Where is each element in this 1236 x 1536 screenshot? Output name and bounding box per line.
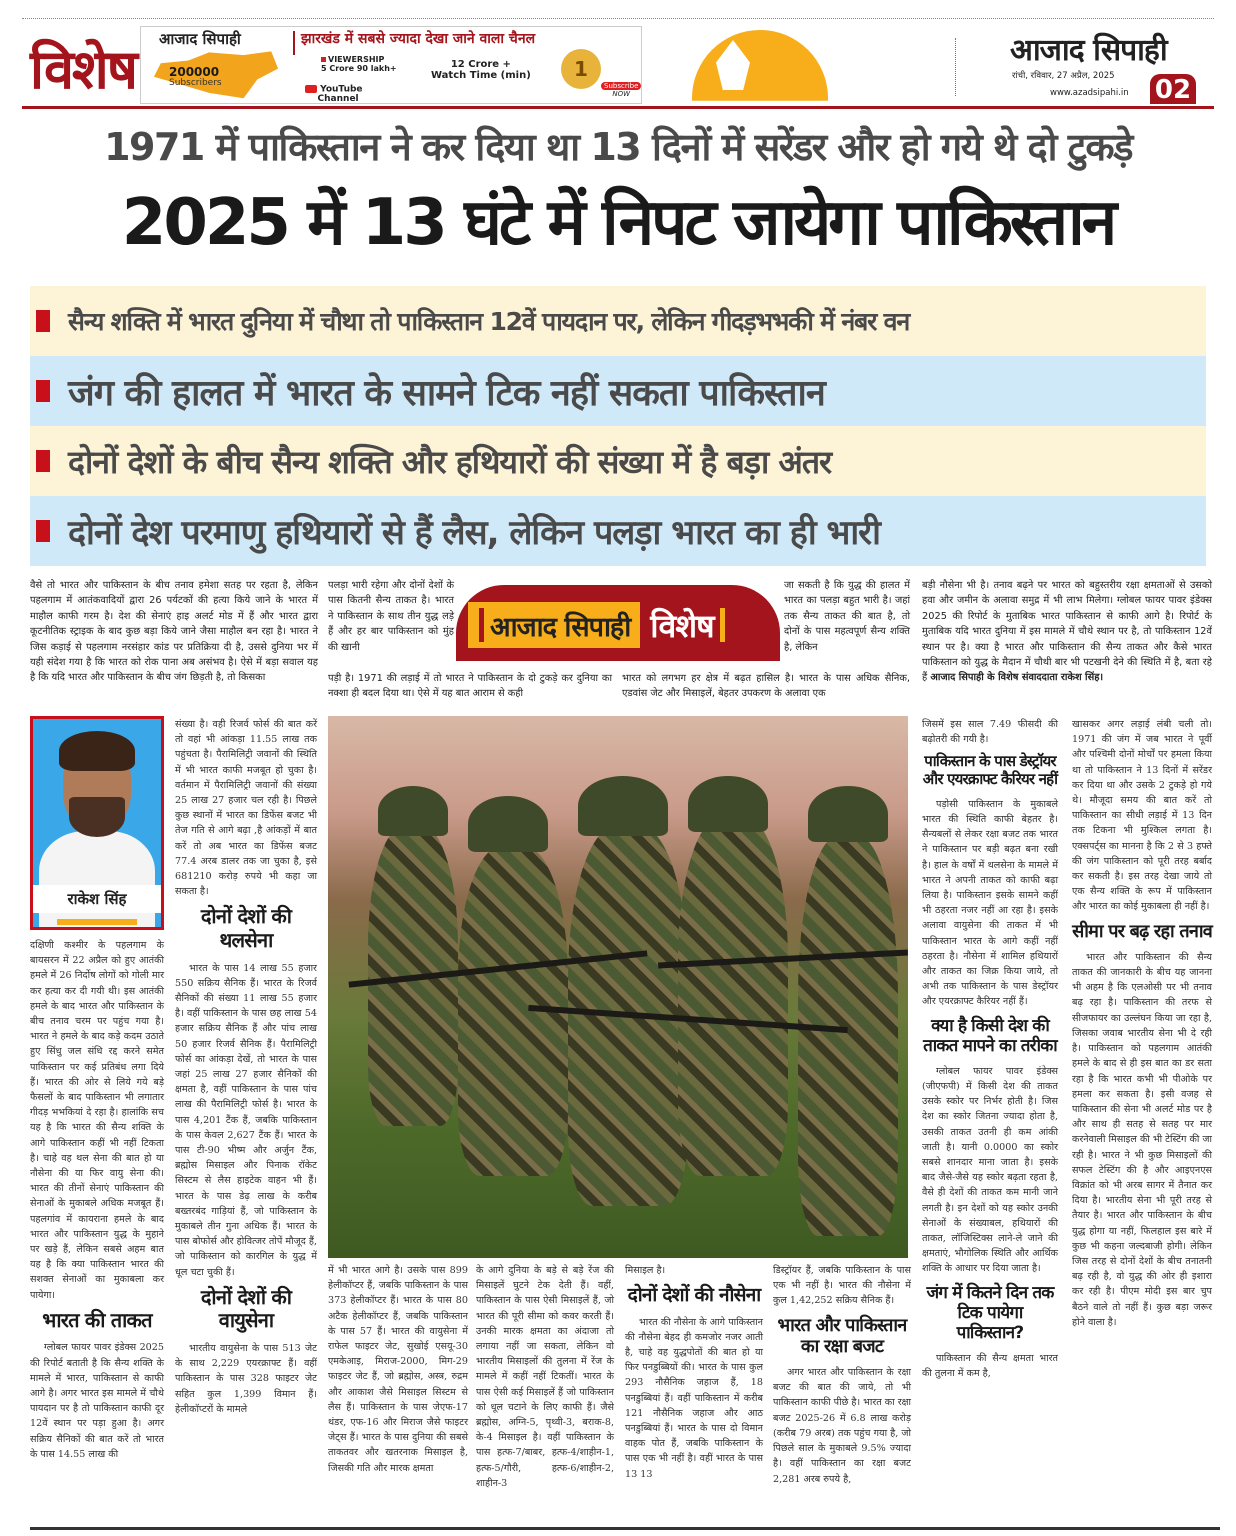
paragraph: अगर भारत और पाकिस्तान के रक्षा बजट की बात की जाये, तो भी पाकिस्तान काफी पीछे है। भारत का रक्षा बजट 2025-26 में 6.8 लाख करोड़ (करीब 79 अरब) तक पहुंच गया है, जो पिछले साल के मुकाबले 9.5% ज्यादा है। वहीं पाकिस्तान का रक्षा बजट 2,281 अरब रुपये है, <box>773 1367 911 1485</box>
body-column-1 <box>30 938 164 1462</box>
subheading: दोनों देशों की थलसेना <box>200 904 292 953</box>
banner-bar-icon <box>479 608 484 642</box>
page-bottom-rule <box>30 1527 1220 1530</box>
subheading: भारत की ताकत <box>42 1307 152 1332</box>
highlight-bullet <box>30 496 1206 566</box>
edition-date: रांची, रविवार, 27 अप्रैल, 2025 <box>1012 71 1115 81</box>
paragraph: मिसाइल है। <box>625 1265 666 1276</box>
helmet-shape <box>378 786 448 836</box>
lead-paragraph-col3-bottom <box>622 671 910 702</box>
subheading: दोनों देशों की वायुसेना <box>200 1284 292 1333</box>
body-column-2 <box>175 717 317 1417</box>
reporter-accent-bar <box>57 919 137 925</box>
viewership-value: 5 Crore 90 lakh+ <box>321 64 397 73</box>
youtube-channel-label <box>305 85 363 104</box>
page-number: 02 <box>1150 74 1196 104</box>
subheading: दोनों देशों की नौसेना <box>627 1284 761 1307</box>
youtube-ad-banner[interactable] <box>140 26 642 104</box>
paragraph: के आगे दुनिया के बड़े से बड़े रेंज की मिसाइलें घुटने टेक देती हैं। वहीं, पाकिस्तान के पास ऐसी मिसाइलें हैं, जो भारत की पूरी सीमा को कवर करती हैं। उनकी मारक क्षमता का अंदाजा तो लगाया नहीं जा सकता, लेकिन वो भारतीय मिसाइलों की तुलना में रेंज के मामले में कहीं नहीं टिकतीं। भारत के पास ऐसी कई मिसाइलें हैं जो पाकिस्तान को धूल चटाने के लिए काफी हैं। जैसे ब्रह्मोस, अग्नि-5, पृथ्वी-3, बराक-8, के-4 मिसाइल है। वहीं पाकिस्तान के पास हत्फ-7/बाबर, हत्फ-4/शाहीन-1, हत्फ-5/गौरी, हत्फ-6/शाहीन-2, शाहीन-3 <box>476 1265 614 1489</box>
viewership-label: VIEWERSHIP <box>328 55 385 64</box>
ad-divider <box>293 31 295 55</box>
bullet-text: दोनों देश परमाणु हथियारों से हैं लैस, लेकिन पलड़ा भारत का ही भारी <box>68 513 880 553</box>
watch-time-value: 12 Crore + <box>450 59 511 70</box>
youtube-label: YouTube <box>320 84 363 95</box>
ad-tagline: झारखंड में सबसे ज्यादा देखा जाने वाला चैनल <box>301 31 536 47</box>
banner-brand-text: आजाद सिपाही <box>490 611 631 643</box>
lead-paragraph-col1 <box>30 578 318 686</box>
highlight-bullet <box>30 356 1206 426</box>
ad-brand: आजाद सिपाही <box>159 30 241 48</box>
helmet-shape <box>688 776 768 832</box>
paragraph: डिस्ट्रॉयर हैं, जबकि पाकिस्तान के पास एक भी नहीं है। भारत की नौसेना में कुल 1,42,252 सक्रिय सैनिक हैं। <box>773 1265 911 1307</box>
watch-time-label: Watch Time (min) <box>431 70 531 81</box>
red-square-icon <box>36 520 50 542</box>
lead-paragraph-col4 <box>922 578 1212 686</box>
lead-text: भारत को लगभग हर क्षेत्र में बढ़त हासिल है। भारत के पास अधिक सैनिक, एडवांस जेट और मिसाइलें, बेहतर उपकरण के अलावा एक <box>622 673 910 700</box>
paragraph: ग्लोबल फायर पावर इंडेक्स (जीएफपी) में किसी देश की ताकत उसके स्कोर पर निर्भर होती है। जिस देश का स्कोर जितना ज्यादा होता है, उसकी ताकत उतनी ही कम आंकी जाती है। यानी 0.0000 का स्कोर सबसे शानदार माना जाता है। इसके बाद जैसे-जैसे यह स्कोर बढ़ता रहता है, वैसे ही देशों की ताकत कम मानी जाने लगती है। इन देशों को यह स्कोर उनकी सेनाओं के संख्याबल, हथियारों की ताकत, लॉजिस्टिक्स लाने-ले जाने की क्षमताएं, भौगोलिक स्थिति और आर्थिक शक्ति के आधार पर दिया जाता है। <box>922 1065 1058 1275</box>
website-link[interactable]: www.azadsipahi.in <box>1050 88 1129 98</box>
lead-text: पड़ी है। 1971 की लड़ाई में तो भारत ने पाकिस्तान के दो टुकड़े कर दुनिया का नक्शा ही बदल दिया था। ऐसे में यह बात आराम से कही <box>328 673 612 700</box>
paragraph: भारत और पाकिस्तान की सैन्य ताकत की जानकारी के बीच यह जानना भी अहम है कि एलओसी पर भी तनाव बढ़ रहा है। पाकिस्तान की तरफ से सीजफायर का उल्लंघन किया जा रहा है, जिसका जवाब भारतीय सेना भी दे रही है। पाकिस्तान को पहलगाम आतंकी हमले के बाद से ही इस बात का डर सता रहा है कि भारत कभी भी पीओके पर हमला कर सकता है। इसी वजह से पाकिस्तान की सेना भी अलर्ट मोड पर है और साथ ही सतह से सतह पर मार करनेवाली मिसाइल की भी टेस्टिंग की जा रही है। भारत ने भी कुछ मिसाइलों की सफल टेस्टिंग की है और आइएनएस विक्रांत को भी अरब सागर में तैनात कर दिया है। भारतीय सेना भी पूरी तरह से तैयार है। भारत और पाकिस्तान के बीच युद्ध होगा या नहीं, फिलहाल इस बारे में कुछ भी कहना जल्दबाजी होगी। लेकिन जिस तरह से दोनों देशों के बीच तनातनी बढ़ रही है, वो युद्ध की ओर ही इशारा कर रही है। पीएम मोदी इस बार चुप बैठने वाले तो नहीं हैं। कुछ बड़ा जरूर होने वाला है। <box>1072 951 1212 1328</box>
subheading: सीमा पर बढ़ रहा तनाव <box>1072 920 1212 942</box>
number-one-badge-icon: 1 <box>561 49 601 89</box>
paragraph: ग्लोबल फायर पावर इंडेक्स 2025 की रिपोर्ट बताती है कि सैन्य शक्ति के मामले में भारत, पाकिस्तान से काफी आगे है। अगर भारत इस मामले में चौथे पायदान पर है तो पाकिस्तान काफी दूर 12वें स्थान पर पड़ा हुआ है। अगर सक्रिय सैनिकों की बात करें तो भारत के पास 14.55 लाख की <box>30 1342 164 1460</box>
byline: आजाद सिपाही के विशेष संवाददाता राकेश सिंह। <box>930 672 1104 684</box>
bullet-square-icon <box>321 57 326 62</box>
red-square-icon <box>36 380 50 402</box>
lead-text: वैसे तो भारत और पाकिस्तान के बीच तनाव हमेशा सतह पर रहता है, लेकिन पहलगाम में आतंकवादियों द्वारा 26 पर्यटकों की हत्या किये जाने के भारत में माहौल काफी गरम है। देश की सेनाएं हाइ अलर्ट मोड में हैं और भारत द्वारा कूटनीतिक स्ट्राइक के बाद कुछ बड़ा किये जाने जैसा माहौल बन रहा है। भारत ने जिस कड़ाई से पहलगाम नरसंहार कांड पर प्रतिक्रिया दी है, उससे दुनिया भर में यही संदेश गया है कि भारत को रोक पाना अब असंभव है। ऐसे में बड़ा सवाल यह है कि यदि भारत और पाकिस्तान के बीच जंग छिड़ती है, तो किसका <box>30 580 318 684</box>
subscriber-count: 200000 <box>169 65 220 79</box>
body-column-7 <box>922 717 1058 1381</box>
highlight-bullet <box>30 426 1206 496</box>
soldier-figure <box>678 816 788 1176</box>
ad-subscribers <box>169 67 222 89</box>
body-column-6 <box>773 1263 911 1487</box>
special-banner-label <box>640 604 724 647</box>
lead-text: बड़ी नौसेना भी है। तनाव बढ़ने पर भारत को बहुस्तरीय रक्षा क्षमताओं से उसको हवा और जमीन के अलावा समुद्र में भी लाभ मिलेगा। ग्लोबल फायर पावर इंडेक्स 2025 की रिपोर्ट के मुताबिक भारत पाकिस्तान से काफी आगे है। रिपोर्ट के मुताबिक यदि भारत दुनिया में इस मामले में चौथे स्थान पर है, तो पाकिस्तान 12वें स्थान पर है। क्या है भारत और पाकिस्तान की सैन्य ताकत और कैसे भारत पाकिस्तान को युद्ध के मैदान में चौथी बार भी पटखनी देने की स्थिति में है, बता रहे हैं <box>922 580 1212 684</box>
red-square-icon <box>36 450 50 472</box>
helmet-shape <box>468 796 548 852</box>
paragraph: खासकर अगर लड़ाई लंबी चली तो। 1971 की जंग में जब भारत ने पूर्वी और पश्चिमी दोनों मोर्चों पर हमला किया था तो पाकिस्तान ने 13 दिनों में सरेंडर कर दिया था और उसके 2 टुकड़े हो गये थे। मौजूदा समय की बात करें तो पाकिस्तान का सीधी लड़ाई में 13 दिन तक टिकना भी मुश्किल लगता है। एक्सपर्ट्स का मानना है कि 2 से 3 हफ्ते की जंग पाकिस्तान को पूरी तरह बर्बाद कर सकती है। इस तरह देखा जाये तो एक सैन्य शक्ति के रूप में पाकिस्तान और भारत का कोई मुकाबला ही नहीं है। <box>1072 719 1212 913</box>
paragraph: भारतीय वायुसेना के पास 513 जेट के साथ 2,229 एयरक्राफ्ट हैं। वहीं पाकिस्तान के पास 328 फाइटर जेट सहित कुल 1,399 विमान हैं। हेलीकॉप्टरों के मामले <box>175 1343 317 1415</box>
special-banner <box>468 602 768 648</box>
bullet-text: दोनों देशों के बीच सैन्य शक्ति और हथियारों की संख्या में है बड़ा अंतर <box>68 442 832 481</box>
paragraph: में भी भारत आगे है। उसके पास 899 हेलीकॉप्टर हैं, जबकि पाकिस्तान के पास 373 हेलीकॉप्टर हैं। भारत के पास 80 अटैक हेलीकॉप्टर हैं, जबकि पाकिस्तान के पास 57 हैं। भारत की वायुसेना में राफेल फाइटर जेट, सुखोई एसयू-30 एमकेआइ, मिराज-2000, मिग-29 फाइटर जेट हैं, जो ब्रह्मोस, अस्त्र, रुद्रम और आकाश जैसे मिसाइल सिस्टम से लैस हैं। पाकिस्तान के पास जेएफ-17 थंडर, एफ-16 और मिराज जैसे फाइटर जेट्स हैं। भारत के पास दुनिया की सबसे ताकतवर और खतरनाक मिसाइल है, जिसकी गति और मारक क्षमता <box>328 1265 468 1474</box>
helmet-shape <box>578 776 668 836</box>
ad-viewership <box>321 55 397 73</box>
helmet-shape <box>808 786 888 842</box>
masthead-divider <box>955 38 956 96</box>
lead-paragraph-col2-top <box>328 578 454 655</box>
subheading: पाकिस्तान के पास डेस्ट्रॉयर और एयरक्राफ्ट कैरियर नहीं <box>922 752 1058 789</box>
bullet-text: जंग की हालत में भारत के सामने टिक नहीं सकता पाकिस्तान <box>68 372 825 414</box>
body-column-8 <box>1072 717 1212 1330</box>
army-soldiers-photo <box>328 716 908 1258</box>
paragraph: पड़ोसी पाकिस्तान के मुकाबले भारत की स्थिति काफी बेहतर है। सैन्यबलों से लेकर रक्षा बजट तक भारत ने पाकिस्तान पर बड़ी बढ़त बना रखी है। हाल के वर्षों में थलसेना के मामले में भारत ने अपनी ताकत को काफी बढ़ा लिया है। पाकिस्तान इसके सामने कहीं भी ठहरता नजर नहीं आ रहा है। इसके अलावा वायुसेना की ताकत में भी पाकिस्तान भारत के आगे कहीं नहीं ठहरता है। नौसेना में शामिल हथियारों और ताकत का जिक्र किया जाये, तो अभी तक पाकिस्तान के पास डेस्ट्रॉयर और एयरक्राफ्ट कैरियर नहीं हैं। <box>922 798 1058 1008</box>
masthead-rule <box>22 106 1214 109</box>
subheading: भारत और पाकिस्तान का रक्षा बजट <box>777 1314 907 1357</box>
banner-bar-icon <box>720 608 725 642</box>
subscribe-now-label: NOW <box>612 90 631 98</box>
lead-text: जा सकती है कि युद्ध की हालत में भारत का पलड़ा बहुत भारी है। जहां तक सैन्य ताकत की बात है, तो दोनों के पास महत्वपूर्ण सैन्य शक्ति है, लेकिन <box>784 580 910 653</box>
paragraph: भारत के पास 14 लाख 55 हजार 550 सक्रिय सैनिक हैं। भारत के रिजर्व सैनिकों की संख्या 11 लाख 55 हजार है। वहीं पाकिस्तान के पास छह लाख 54 हजार सक्रिय सैनिक हैं और पांच लाख 50 हजार रिजर्व सैनिक हैं। पैरामिलिट्री फोर्स का आंकड़ा देखें, तो भारत के पास जहां 25 लाख 27 हजार सैनिकों की क्षमता है, वहीं पाकिस्तान के पास पांच लाख की पैरामिलिट्री फोर्स है। भारत के पास 4,201 टैंक हैं, जबकि पाकिस्तान के पास केवल 2,627 टैंक हैं। भारत के पास टी-90 भीष्म और अर्जुन टैंक, ब्रह्मोस मिसाइल और पिनाक रॉकेट सिस्टम से लैस हाइटेक वाहन भी हैं। भारत के पास डेढ़ लाख के करीब बख्तरबंद गाड़ियां हैं, जो पाकिस्तान के मुकाबले तीन गुना अधिक हैं। भारत के पास बोफोर्स और होवित्जर तोपें मौजूद हैं, जो पाकिस्तान को कारगिल के युद्ध में धूल चटा चुकी हैं। <box>175 962 317 1278</box>
highlight-bullet <box>30 286 1206 356</box>
reporter-name: राकेश सिंह <box>33 885 161 913</box>
lead-paragraph-col2-bottom <box>328 671 612 702</box>
subscriber-label: Subscribers <box>169 78 222 88</box>
reporter-hair <box>59 731 135 771</box>
body-column-4 <box>476 1263 614 1491</box>
top-dotted-rule <box>22 18 1214 19</box>
paragraph: दक्षिणी कश्मीर के पहलगाम के बायसरन में 22 अप्रैल को हुए आतंकी हमले में 26 निर्दोष लोगों को गोली मार कर हत्या कर दी गयी थी। इस आतंकी हमले के बाद भारत और पाकिस्तान के बीच तनाव चरम पर पहुंच गया है। भारत ने हमले के बाद कड़े कदम उठाते हुए सिंधु जल संधि रद्द करने समेत पाकिस्तान पर कई प्रतिबंध लगा दिये हैं। भारत की ओर से लिये गये बड़े फैसलों के बाद पाकिस्तान भी लगातार गीदड़ भभकियां दे रहा है। हालांकि सच यह है कि भारत की सैन्य शक्ति के आगे पाकिस्तान कहीं भी नहीं टिकता है। चाहे वह थल सेना की बात हो या नौसेना की या फिर वायु सेना की। भारत की तीनों सेनाएं पाकिस्तान की सेनाओं के मुकाबले अधिक मजबूत हैं। पहलगांव में कायराना हमले के बाद भारत और पाकिस्तान युद्ध के मुहाने पर खड़े हैं, लेकिन सबसे अहम बात यह है कि क्या पाकिस्तान भारत की सशक्त सेनाओं का मुकाबला कर पायेगा। <box>30 940 164 1301</box>
soldier-figure <box>798 836 898 1236</box>
lead-text: पलड़ा भारी रहेगा और दोनों देशों के पास कितनी सैन्य ताकत है। भारत ने पाकिस्तान के साथ तीन युद्ध लड़े हैं और हर बार पाकिस्तान को मुंह की खानी <box>328 580 454 653</box>
paragraph: पाकिस्तान की सैन्य क्षमता भारत की तुलना में कम है, <box>922 1352 1058 1379</box>
newspaper-name: आजाद सिपाही <box>1010 33 1167 68</box>
paragraph: जिसमें इस साल 7.49 फीसदी की बढ़ोतरी की गयी है। <box>922 719 1058 746</box>
section-logo: विशेष <box>30 38 136 101</box>
reporter-beard <box>69 797 125 837</box>
subscribe-now-button[interactable] <box>601 82 641 98</box>
body-column-5 <box>625 1263 763 1482</box>
youtube-play-icon <box>305 85 317 93</box>
lead-paragraph-col3-top <box>784 578 910 655</box>
red-square-icon <box>36 310 50 332</box>
reporter-shirt <box>39 831 155 930</box>
highlight-bullets <box>30 286 1206 566</box>
subscribe-label: Subscribe <box>601 82 641 90</box>
ad-watch-time <box>431 59 531 81</box>
banner-label-text: विशेष <box>650 606 714 645</box>
subheading: जंग में कितने दिन तक टिक पायेगा पाकिस्तान? <box>926 1282 1054 1343</box>
paragraph: भारत की नौसेना के आगे पाकिस्तान की नौसेना बेहद ही कमजोर नजर आती है, चाहे वह युद्धपोतों की बात हो या फिर पनडुब्बियों की। भारत के पास कुल 293 नौसैनिक जहाज हैं, 18 पनडुब्बियां हैं। वहीं पाकिस्तान में करीब 121 नौसैनिक जहाज और आठ पनडुब्बियां हैं। भारत के पास दो विमान वाहक पोत हैं, जबकि पाकिस्तान के पास एक भी नहीं है। वहीं भारत के पास 13 13 <box>625 1316 763 1480</box>
kicker-headline: 1971 में पाकिस्तान ने कर दिया था 13 दिनों में सरेंडर और हो गये थे दो टुकड़े <box>104 125 1132 169</box>
channel-label: Channel <box>317 93 359 104</box>
body-column-3 <box>328 1263 468 1476</box>
main-headline: 2025 में 13 घंटे में निपट जायेगा पाकिस्तान <box>121 186 1115 260</box>
reporter-photo <box>30 716 164 930</box>
subheading: क्या है किसी देश की ताकत मापने का तरीका <box>923 1015 1057 1056</box>
paragraph: संख्या है। वही रिजर्व फोर्स की बात करें तो वहां भी आंकड़ा 11.55 लाख तक पहुंचता है। पैरामिलिट्री जवानों की स्थिति में भी भारत काफी मजबूत हो चुका है। वर्तमान में पैरामिलिट्री जवानों की संख्या 25 लाख 27 हजार चल रही है। पिछले कुछ स्थानों में भारत का डिफेंस बजट भी तेज गति से आगे बढ़ा ,है आंकड़ों में बात करें तो अब भारत का डिफेंस बजट 77.4 अरब डालर तक जा चुका है, इसे 681210 करोड़ रुपये भी कहा जा सकता है। <box>175 719 317 898</box>
special-banner-brand <box>468 602 640 648</box>
bullet-text: सैन्य शक्ति में भारत दुनिया में चौथा तो पाकिस्तान 12वें पायदान पर, लेकिन गीदड़भभकी में नंबर वन <box>68 307 910 336</box>
